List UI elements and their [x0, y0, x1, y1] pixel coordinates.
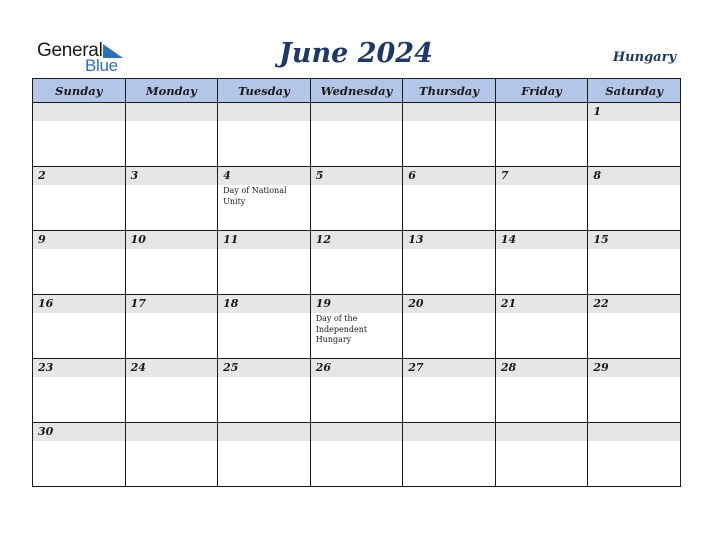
day-number: 8: [593, 169, 602, 182]
date-band: [588, 423, 680, 441]
date-band: [588, 231, 680, 249]
date-band: [311, 359, 403, 377]
day-cell: [33, 231, 126, 295]
day-cell: [125, 359, 218, 423]
date-band: [218, 103, 310, 121]
week-row: [33, 359, 681, 423]
day-cell: [310, 359, 403, 423]
weekday-header: Monday: [125, 79, 218, 103]
day-number: 15: [593, 233, 609, 246]
date-band: [33, 231, 125, 249]
day-cell: [588, 103, 681, 167]
day-cell: [588, 423, 681, 487]
day-number: 12: [315, 233, 331, 246]
day-cell: [218, 359, 311, 423]
day-number: 11: [223, 233, 239, 246]
day-number: 23: [38, 361, 54, 374]
day-number: 20: [408, 297, 424, 310]
weekday-header-row: [33, 79, 681, 103]
date-band: [588, 103, 680, 121]
day-cell: [125, 423, 218, 487]
day-cell: [218, 167, 311, 231]
day-number: 10: [130, 233, 146, 246]
week-row: [33, 423, 681, 487]
calendar-grid: [32, 78, 681, 487]
date-band: [403, 231, 495, 249]
day-cell: [125, 103, 218, 167]
day-cell: [310, 423, 403, 487]
holiday-label: Day of the Independent Hungary: [315, 314, 368, 344]
weekday-header: Thursday: [403, 79, 496, 103]
holiday-label: Day of National Unity: [223, 186, 287, 206]
weekday-header: Friday: [495, 79, 588, 103]
day-number: 27: [408, 361, 424, 374]
date-band: [496, 423, 588, 441]
date-band: [588, 167, 680, 185]
date-band: [126, 167, 218, 185]
week-row: [33, 231, 681, 295]
day-number: 13: [408, 233, 424, 246]
week-row: [33, 167, 681, 231]
day-cell: [403, 295, 496, 359]
day-number: 22: [593, 297, 609, 310]
day-cell: [33, 103, 126, 167]
day-number: 18: [223, 297, 239, 310]
day-number: 3: [130, 169, 139, 182]
date-band: [588, 359, 680, 377]
date-band: [496, 359, 588, 377]
date-band: [33, 103, 125, 121]
date-band: [33, 167, 125, 185]
day-number: 29: [593, 361, 609, 374]
date-band: [588, 295, 680, 313]
day-cell: [403, 423, 496, 487]
day-cell: [218, 103, 311, 167]
date-band: [126, 423, 218, 441]
day-cell: [403, 359, 496, 423]
date-band: [218, 423, 310, 441]
date-band: [126, 231, 218, 249]
date-band: [496, 167, 588, 185]
day-number: 25: [223, 361, 239, 374]
date-band: [403, 423, 495, 441]
day-cell: [33, 295, 126, 359]
day-cell: [33, 167, 126, 231]
date-band: [403, 359, 495, 377]
day-number: 4: [223, 169, 231, 182]
day-number: 24: [130, 361, 146, 374]
day-cell: [403, 103, 496, 167]
day-cell: [125, 295, 218, 359]
day-number: 14: [500, 233, 517, 246]
day-number: 19: [315, 297, 331, 310]
date-band: [403, 103, 495, 121]
date-band: [496, 103, 588, 121]
day-number: 6: [408, 169, 416, 182]
date-band: [218, 167, 310, 185]
date-band: [126, 295, 218, 313]
brand-word-general: General: [37, 40, 103, 61]
date-band: [311, 423, 403, 441]
day-number: 9: [38, 233, 46, 246]
date-band: [126, 103, 218, 121]
day-cell: [495, 423, 588, 487]
date-band: [496, 231, 588, 249]
day-cell: [495, 295, 588, 359]
day-number: 5: [315, 169, 324, 182]
date-band: [311, 295, 403, 313]
date-band: [33, 359, 125, 377]
day-cell: [310, 167, 403, 231]
day-number: 21: [500, 297, 517, 310]
day-number: 28: [500, 361, 517, 374]
weekday-header: Sunday: [33, 79, 126, 103]
day-cell: [33, 359, 126, 423]
day-cell: [310, 103, 403, 167]
day-number: 30: [38, 425, 54, 438]
day-number: 2: [38, 169, 46, 182]
weekday-header: Tuesday: [218, 79, 311, 103]
day-cell: [218, 423, 311, 487]
date-band: [403, 295, 495, 313]
date-band: [218, 231, 310, 249]
brand-word-blue: Blue: [85, 56, 118, 75]
day-cell: [218, 295, 311, 359]
day-cell: [125, 231, 218, 295]
day-cell: [588, 295, 681, 359]
day-cell: [310, 295, 403, 359]
day-cell: [403, 167, 496, 231]
day-cell: [218, 231, 311, 295]
date-band: [218, 359, 310, 377]
weekday-header: Saturday: [588, 79, 681, 103]
week-row: [33, 103, 681, 167]
day-cell: [125, 167, 218, 231]
date-band: [311, 167, 403, 185]
day-cell: [495, 359, 588, 423]
day-number: 26: [315, 361, 331, 374]
date-band: [33, 295, 125, 313]
week-row: [33, 295, 681, 359]
day-cell: [588, 231, 681, 295]
date-band: [311, 103, 403, 121]
date-band: [403, 167, 495, 185]
date-band: [496, 295, 588, 313]
date-band: [126, 359, 218, 377]
day-number: 1: [593, 105, 602, 118]
page-title: June 2024: [279, 38, 433, 69]
day-cell: [403, 231, 496, 295]
day-cell: [33, 423, 126, 487]
day-cell: [495, 231, 588, 295]
day-cell: [310, 231, 403, 295]
calendar-body: [33, 103, 681, 487]
date-band: [33, 423, 125, 441]
weekday-header: Wednesday: [310, 79, 403, 103]
day-number: 17: [130, 297, 146, 310]
date-band: [311, 231, 403, 249]
day-cell: [588, 359, 681, 423]
day-number: 16: [38, 297, 54, 310]
day-cell: [495, 167, 588, 231]
day-cell: [588, 167, 681, 231]
country-label: Hungary: [612, 50, 676, 65]
day-number: 7: [500, 169, 509, 182]
day-cell: [495, 103, 588, 167]
date-band: [218, 295, 310, 313]
